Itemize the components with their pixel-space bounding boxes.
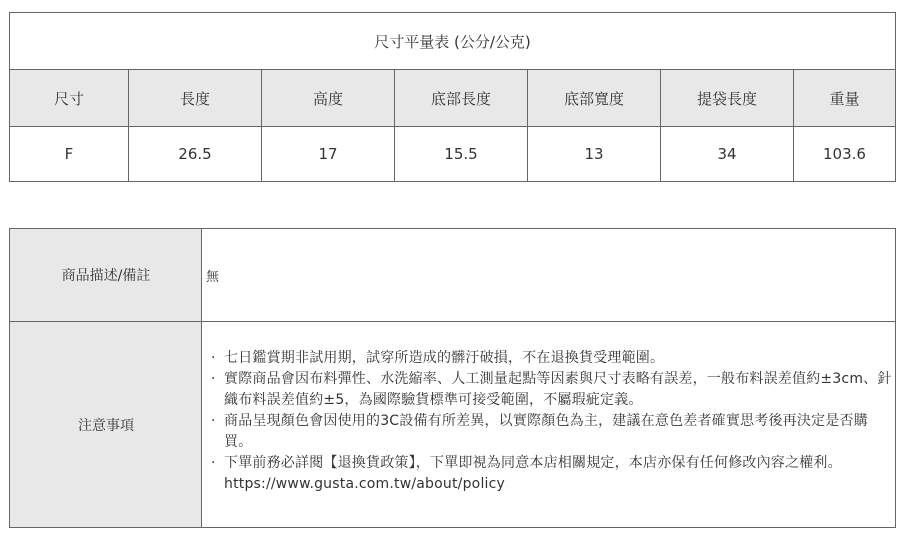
size-table-header-row — [10, 70, 895, 127]
cell-size: F — [64, 145, 74, 163]
notice-text: 商品呈現顏色會因使用的3C設備有所差異，以實際顏色為主，建議在意色差者確實思考後再決定是否購買。 — [224, 413, 868, 450]
header-bottom-width: 底部寬度 — [527, 70, 660, 126]
list-item — [208, 348, 893, 369]
header-size: 尺寸 — [53, 89, 84, 108]
notes-table — [9, 228, 896, 528]
bullet: · — [211, 413, 216, 429]
cell-bottom-length: 15.5 — [394, 127, 527, 181]
notice-list — [208, 348, 893, 495]
bullet: · — [211, 350, 216, 366]
description-label: 商品描述/備註 — [61, 268, 151, 284]
description-value: 無 — [206, 269, 220, 285]
notice-text: 下單前務必詳閱【退換貨政策】，下單即視為同意本店相關規定，本店亦保有任何修改內容之權利。https://www.gusta.com.tw/about/policy — [224, 455, 842, 492]
bullet: · — [211, 455, 216, 471]
size-table — [9, 12, 896, 182]
header-bottom-length: 底部長度 — [394, 70, 527, 126]
list-item — [208, 453, 893, 495]
cell-handle-length: 34 — [660, 127, 793, 181]
cell-length: 26.5 — [128, 127, 261, 181]
table-row — [10, 127, 895, 181]
header-height: 高度 — [261, 70, 394, 126]
cell-bottom-width: 13 — [527, 127, 660, 181]
notice-label: 注意事項 — [78, 417, 134, 434]
cell-height: 17 — [261, 127, 394, 181]
header-length: 長度 — [128, 70, 261, 126]
cell-weight: 103.6 — [793, 127, 895, 181]
list-item — [208, 411, 893, 453]
bullet: · — [211, 371, 216, 387]
header-weight: 重量 — [793, 70, 895, 126]
notice-text: 實際商品會因布料彈性、水洗縮率、人工測量起點等因素與尺寸表略有誤差，一般布料誤差值約±3cm、針織布料誤差值約±5，為國際驗貨標準可接受範圍，不屬瑕疵定義。 — [224, 371, 892, 408]
list-item — [208, 369, 893, 411]
size-table-title: 尺寸平量表 (公分/公克) — [10, 13, 895, 70]
notice-text: 七日鑑賞期非試用期，試穿所造成的髒汙破損，不在退換貨受理範圍。 — [224, 350, 665, 366]
header-handle-length: 提袋長度 — [660, 70, 793, 126]
